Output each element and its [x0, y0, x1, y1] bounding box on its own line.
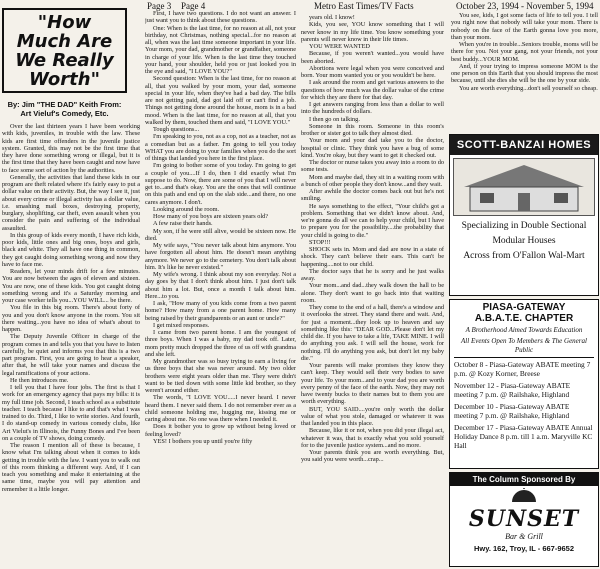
piasa-title-1: PIASA-GATEWAY: [482, 302, 566, 313]
article-byline: By: Jim "THE DAD" Keith From: Art Vieluf's Comedy, Etc.: [7, 100, 122, 118]
paragraph: I ask around the room and get various answers to the questions of how much was the dollar value of the crime for which they are there for that day.: [301, 79, 444, 101]
house-image: [453, 158, 595, 216]
piasa-event: November 12 - Piasa-Gateway ABATE meeting 7 p.m. @ Railshake, Highland: [454, 381, 571, 399]
paragraph: Your mom and your dad take you to the doctor, hospital or clinic. They think you have a bug of some kind. You're okay, but they want to get it checked out.: [301, 137, 444, 159]
paragraph: STOP!!!: [309, 238, 331, 246]
paragraph: You see, kids, I got some facts of life to tell you. I tell you right now that nobody will take your mom. There is nobody on the face of the Earth gonna love you more, than your mom.: [451, 12, 598, 41]
scott-banzai-line2: Modular Houses: [492, 236, 556, 246]
paragraph: SHOCK sets in. Mom and dad are now in a state of shock. They can't believe their ears. This can't be happening....not to our child.: [301, 246, 444, 268]
paragraph: My son, if he were still alive, would be sixteen now. He died.: [145, 227, 296, 242]
paragraph: I came from two parent home. I am the youngest of three boys. When I was a baby, my dad took off. Later, mom pretty much dropped the three of us off with grandma and she left.: [145, 329, 296, 358]
scott-banzai-line1: Specializing in Double Sectional: [461, 221, 587, 231]
sunset-logo: SUNSET: [468, 506, 580, 532]
piasa-event: October 8 - Piasa-Gateway ABATE meeting 7 p.m. @ Kozy Korner, Breese: [454, 360, 591, 378]
paragraph: Someone in this room. Someone in this room's brother or sister got to talk they almost died.: [301, 122, 444, 137]
paragraph: YOU WERE WANTED: [309, 43, 370, 50]
paragraph: Mom and maybe dad, they sit in a waiting room with a bunch of other people they don't know...and they wait.: [301, 173, 444, 188]
paragraph: BUT, YOU SAID....you're only worth the dollar value of what you stole, damaged or whatever it was that landed you in this place.: [301, 405, 444, 427]
paragraph: You file in this big room. There's about forty of you and you don't know anyone in the room. You sit there waiting...you have no idea of what's about to happen.: [2, 304, 140, 333]
paragraph: Over the last thirteen years I have been working with kids, juveniles, in trouble with the law. These kids are first time offenders in the juvenile justice system. Granted, this may not be the first time that they have done something wrong or illegal, but it is the first time that they have been caught and now have to face some sort of action by the authorities.: [2, 123, 140, 174]
article-column-4: [451, 12, 598, 130]
piasa-tagline: A Brotherhood Aimed Towards Education: [465, 326, 583, 334]
paragraph: The Deputy Juvenile Officer in charge of the program comes in and tells you that you have to listen carefully, be quiet and informs you that this is a two part program. First, you are going to hear a speaker, after that, he will take your names and discuss the legal ramifications of your actions.: [2, 333, 140, 377]
sunset-subtitle: Bar & Grill: [505, 532, 543, 541]
paragraph: Looking around the room.: [153, 205, 220, 213]
paragraph: The reason I mention all of these is because, I know what I'm talking about when it comes to kids getting in trouble with the law. I want you to walk out of this room thinking a different way. And, if I can teach you something and make it entertaining at the same time, maybe you will pay attention and remember it a little longer.: [2, 442, 140, 493]
paragraph: He then introduces me.: [10, 376, 69, 384]
article-column-2: [145, 10, 296, 567]
paragraph: YES! I bothers you up until you're fifty: [153, 437, 253, 445]
paragraph: My wife says, "You never talk about him anymore. You have forgotten all about him. He doesn't mean anything anymore. We never go to the cemetery. You don't talk about him. It's like he never existed.": [145, 242, 296, 271]
page-number-3: Page 3: [147, 1, 172, 11]
masthead: Metro East Times/TV Facts: [314, 1, 414, 11]
paragraph: When you're in trouble...Seniors trouble, moms will be there for you. Not your gang, not your friends, not your best buddy...YOUR MOM.: [451, 41, 598, 63]
divider: [454, 357, 594, 358]
paragraph: Generally, the activities that land these kids in our program are theft related where it's fairly easy to put a dollar value on their activity. But, the way I see it, just about every crime or illegal activity has a dollar value, i.e. smashing mail boxes, destroying property, burglary, shoplifting, car theft, even assault when you consider the pain and suffering of the individual assaulted.: [2, 173, 140, 232]
paragraph: Does it bother you to grow up without being loved or feeling loved?: [145, 423, 296, 438]
piasa-event: December 17 - Piasa-Gateway ABATE Annual Holiday Dance 8 p.m. till 1 a.m. Maryville KC Hall: [454, 423, 593, 450]
paragraph: I tell you that I have four jobs. The first is that I work for an emergency agency that pays my bills: it is my full time job. Second, I teach school as a substitute teacher. I teach because I like to and that's what I was trained to do. Third, I like to write stories. And fourth, I do stand-up comedy in various comedy clubs, like Art Vielut's in Illinois, the Funny Bones and I've been on a couple of TV shows, doing comedy.: [2, 384, 140, 442]
sun-icon: [509, 488, 539, 502]
paragraph: Second question: When is the last time, for no reason at all, that you walked by your mom, your dad, someone special in your life, when they've had a bad day. The bills are not getting paid, dad got laid off or can't find a job. Things not getting done around the house, mom is in a bad mood. When is the last time, for no reason at all, that you walked by them, touched them and said, "I LOVE YOU.": [145, 75, 296, 126]
sunset-address: Hwy. 162, Troy, IL - 667-9652: [473, 544, 575, 553]
piasa-title-2: A.B.A.T.E. CHAPTER: [474, 313, 574, 324]
paragraph: The doctor says that he is sorry and he just walks away.: [301, 267, 444, 282]
paragraph: I'm speaking to you, not as a cop, not as a teacher, not as a comedian but as a father. I'm going to tell you today WHAT you are doing to your families when you do the sort of things that landed you here in the first place.: [145, 133, 296, 162]
paragraph: years old. I know!: [309, 14, 355, 21]
paragraph: And, if your trying to impress someone MOM is the one person on this Earth that you should impress the most because, until she dies she will be the one by your side.: [451, 62, 598, 85]
paragraph: Tough questions...: [153, 126, 200, 133]
paragraph: Because, like it or not, when you did your illegal act, whatever it was, that is exactly what you sold yourself for to the juvenile justice system...and no more.: [301, 427, 444, 449]
paragraph: A few raise their hands.: [153, 220, 213, 228]
paragraph: The words, "I LOVE YOU.....I never heard. I never heard them. I never said them. I do not remember ever as a child someone holding me, hugging me, kissing me or caring about me. No one was there when I needed it.: [145, 394, 296, 423]
paragraph: Abortions were legal when you were conceived and born. Your mom wanted you or you wouldn't be here.: [301, 64, 444, 79]
paragraph: Your parents will make promises they know they can't keep. They would sell their very bodies to save your life. To your mom...and to your dad you are worth every penny of the face of the earth. Now, they may not have twenty bucks to their names but to them you are worth everything.: [301, 362, 444, 406]
paragraph: I get answers ranging from less than a dollar to well into the hundreds of dollars.: [301, 101, 444, 116]
paragraph: The doctor or nurse takes you away into a room to do some tests.: [301, 159, 444, 174]
paragraph: I get mixed responses.: [153, 321, 210, 329]
paragraph: I ask, "How many of you kids come from a two parent home? How many from a one parent home. How many being raised by their grandparents or an aunt or uncle?": [145, 300, 296, 322]
paragraph: After awhile the doctor comes back out but he's not smiling.: [301, 188, 444, 203]
article-column-3: [301, 14, 444, 567]
paragraph: Because, if you weren't wanted...you would have been aborted.: [301, 50, 444, 65]
paragraph: Your mom...and dad...they walk down the hall to be alone. They don't want to go back into that waiting room.: [301, 282, 444, 304]
scott-banzai-ad: [449, 134, 599, 296]
paragraph: I then go on talking.: [309, 115, 360, 123]
piasa-gateway-ad: [449, 299, 599, 469]
paragraph: Your parents think you are worth everything. But, you said you were worth...crap...: [301, 449, 444, 464]
sunset-ad: [449, 472, 599, 567]
piasa-event: December 10 - Piasa-Gateway ABATE meeting 7 p.m. @ Railshake, Highland: [454, 402, 570, 420]
paragraph: My grandmother was so busy trying to earn a living for us three boys that she was never around. My two older brothers were eight years older than me. They were didn't want to be tied down with some little kid brother, so they weren't around either.: [145, 358, 296, 394]
paragraph: In this group of kids every month, I have rich kids, poor kids, little ones and big ones, boys and girls, black and white. They all have one thing in common, they got caught doing something wrong and now they have to face me.: [2, 231, 140, 268]
paragraph: Readers, let your minds drift for a few minutes. You are now between the ages of eleven and sixteen. You are now, one of these kids. You got caught doing something wrong and it's a Saturday morning and your case worker tells you...YOU WILL... be there.: [2, 268, 140, 304]
piasa-tagline-2: All Events Open To Members & The General Public: [461, 337, 587, 354]
paragraph: First, I have two questions. I do not want an answer. I just want you to think about these questions.: [145, 10, 296, 25]
sponsor-banner: The Column Sponsored By: [450, 473, 598, 486]
scott-banzai-line3: Across from O'Fallon Wal-Mart: [463, 251, 585, 261]
paragraph: I'm going to bother some of you today. I'm going to get a couple of you....If I do, then I did exactly what I'm suppose to do. Now, there are some of you that I will never get to...and that's okay. You are the ones that will continue on this path and end up on the slab side...and there, no one cares anymore. I don't.: [145, 162, 296, 206]
article-column-1: [2, 123, 140, 567]
scott-banzai-title: SCOTT-BANZAI HOMES: [450, 135, 598, 155]
page-number-4: Page 4: [181, 1, 206, 11]
paragraph: Kids, you see, YOU know something that I will never know in my life time. You know something your parents will never know in their life times.: [301, 21, 444, 43]
paragraph: You are worth everything...don't sell yourself so cheap.: [459, 84, 598, 92]
article-title: "How Much Are We Really Worth": [15, 11, 114, 90]
paragraph: They come to the end of a hall, there's a window and it overlooks the street. They stand there and wait. And, for just a moment...they look up to heaven and say something like this: "DEAR GOD...Please don't let my child die. If you have to take a life, TAKE MINE. I will do anything you ask. I will sell the house, work for nothing. I'll do anything you ask, but don't let my baby die.": [301, 304, 444, 362]
paragraph: One: When is the last time, for no reason at all, not your birthday, not Christmas, nothing special...for no reason at all, when was the last time someone important in your life. Your mom, your dad, grandmother or grandfather, someone in charge of your life. When is the last time they touched your hand, your shoulder, held you or just looked you in the eye and said, "I LOVE YOU?": [145, 24, 296, 75]
paragraph: My wife's wrong. I think about my son everyday. Not a day goes by that I don't think about him. I just don't talk about him a lot. But, once a month I talk about him. Here...to you.: [145, 271, 296, 300]
paragraph: He says something to the effect, "Your child's got a problem. Something that we didn't know about. And, we're gonna do all we can to help your child, but I have to prepare you for the possibility....the probability that your child is going to die.": [301, 202, 444, 239]
issue-dates: October 23, 1994 - November 5, 1994: [456, 1, 594, 11]
paragraph: How many of you boys are sixteen years old?: [153, 213, 269, 220]
article-title-box: [2, 8, 127, 93]
